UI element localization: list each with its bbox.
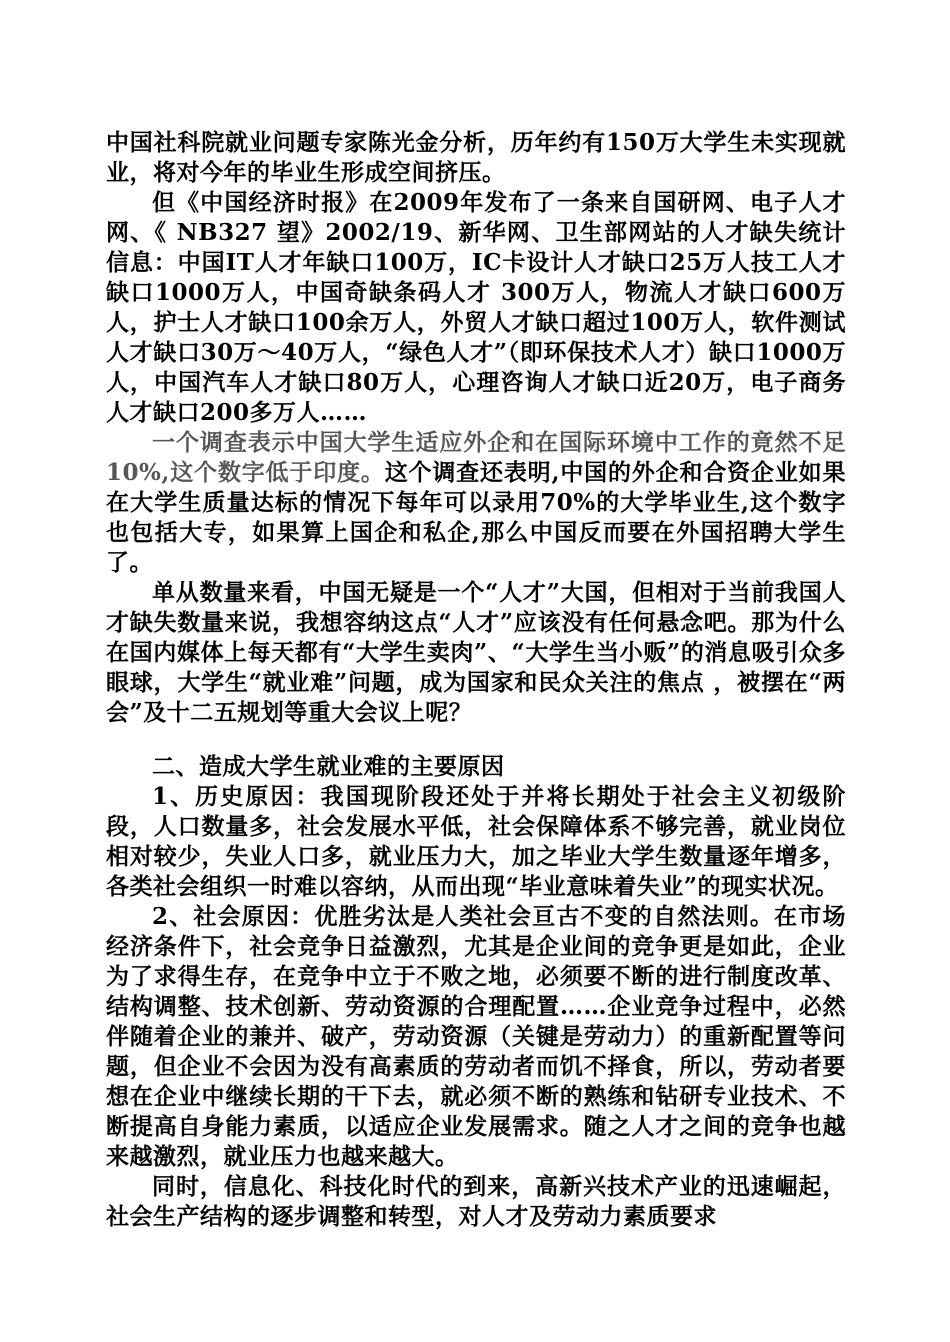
- paragraph-survey: [106, 428, 846, 578]
- section-heading: 二、造成大学生就业难的主要原因: [152, 754, 505, 780]
- paragraph-historical-reason: 1、历史原因：我国现阶段还处于并将长期处于社会主义初级阶段，人口数量多，社会发展水平低，社会保障体系不够完善，就业岗位相对较少，失业人口多，就业压力大，加之毕业大学生数量逐年增多，各类社会组织一时难以容纳，从而出现“毕业意味着失业”的现实状况。: [106, 783, 846, 900]
- paragraph-information-age: 同时，信息化、科技化时代的到来，高新兴技术产业的迅速崛起，社会生产结构的逐步调整和转型，对人才及劳动力素质要求: [106, 1173, 846, 1230]
- survey-rest-text: 这个调查还表明,中国的外企和合资企业如果在大学生质量达标的情况下每年可以录用70%的大学毕业生,这个数字也包括大专，如果算上国企和私企,那么中国反而要在外国招聘大学生了。: [106, 459, 846, 576]
- paragraph-unemployment-analysis: 中国社科院就业问题专家陈光金分析，历年约有150万大学生未实现就业，将对今年的毕业生形成空间挤压。: [106, 129, 846, 186]
- survey-highlight-text: 一个调查表示中国大学生适应外企和在国际环境中工作的竟然不足10%,这个数字低于印度。: [106, 429, 846, 486]
- paragraph-talent-shortage-statistics: 但《中国经济时报》在2009年发布了一条来自国研网、电子人才网、《 NB327 望》2002/19、新华网、卫生部网站的人才缺失统计信息：中国IT人才年缺口100万，IC卡设计人才缺口25万人技工人才缺口1000万人，中国奇缺条码人才 300万人，物流人才缺口600万人，护士人才缺口100余万人，外贸人才缺口超过100万人，软件测试人才缺口30万～40万人，“绿色人才”（即环保技术人才）缺口1000万人，中国汽车人才缺口80万人，心理咨询人才缺口近20万，电子商务人才缺口200多万人……: [106, 189, 846, 426]
- document-page: [106, 128, 846, 1232]
- paragraph-talent-question: 单从数量来看，中国无疑是一个“人才”大国，但相对于当前我国人才缺失数量来说，我想容纳这点“人才”应该没有任何悬念吧。那为什么在国内媒体上每天都有“大学生卖肉”、“大学生当小贩”的消息吸引众多眼球，大学生“就业难”问题，成为国家和民众关注的焦点 ，被摆在“两会”及十二五规划等重大会议上呢？: [106, 579, 846, 726]
- paragraph-social-reason: 2、社会原因：优胜劣汰是人类社会亘古不变的自然法则。在市场经济条件下，社会竞争日益激烈，尤其是企业间的竞争更是如此，企业为了求得生存，在竞争中立于不败之地，必须要不断的进行制度改革、结构调整、技术创新、劳动资源的合理配置……企业竞争过程中，必然伴随着企业的兼并、破产，劳动资源（关键是劳动力）的重新配置等问题，但企业不会因为没有高素质的劳动者而饥不择食，所以，劳动者要想在企业中继续长期的干下去，就必须不断的熟练和钻研专业技术、不断提高自身能力素质，以适应企业发展需求。随之人才之间的竞争也越来越激烈，就业压力也越来越大。: [106, 903, 846, 1170]
